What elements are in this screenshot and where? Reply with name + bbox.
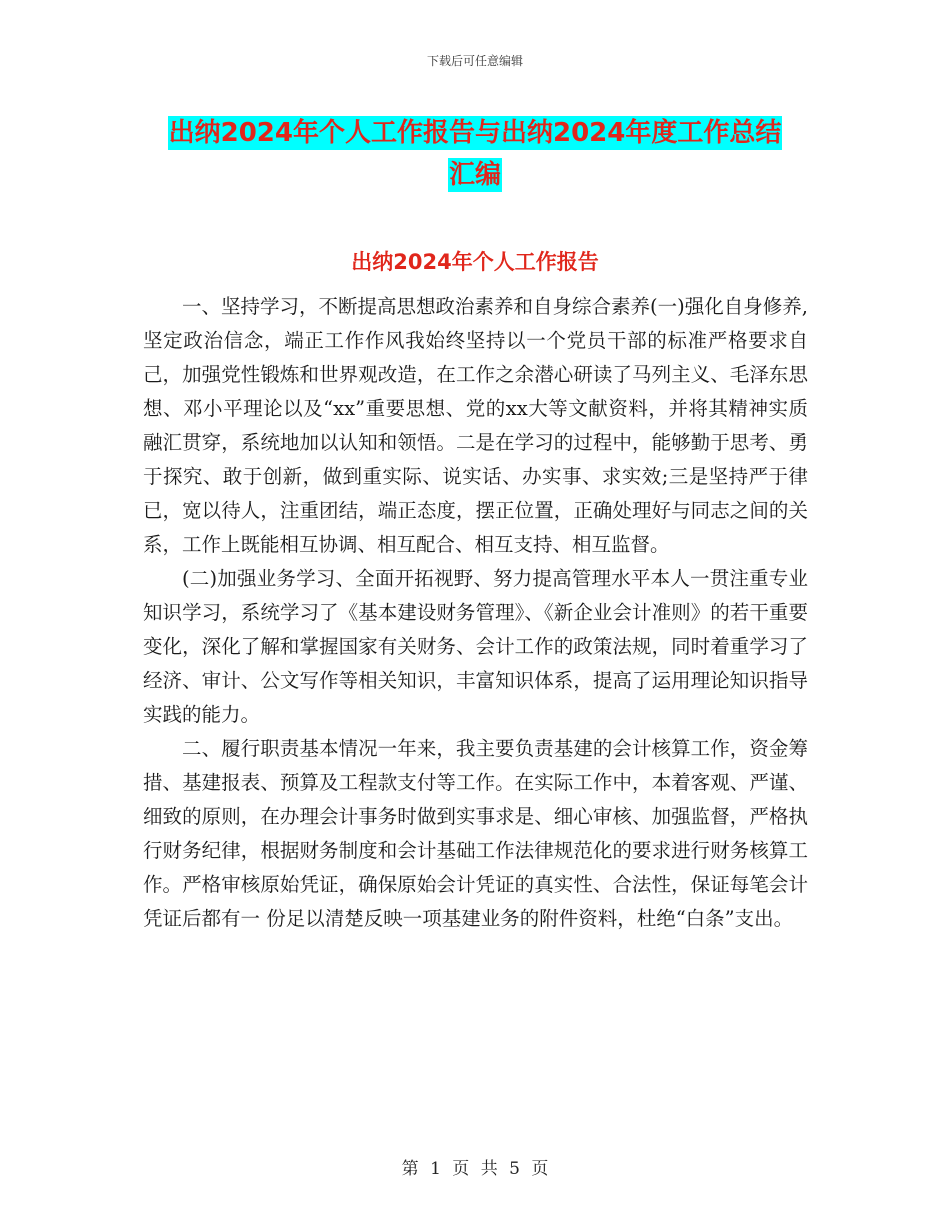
- paragraph-1: 一、坚持学习，不断提高思想政治素养和自身综合素养(一)强化自身修养,坚定政治信念，端正工作作风我始终坚持以一个党员干部的标准严格要求自己，加强党性锻炼和世界观改造，在工作之余潜心研读了马列主义、毛泽东思想、邓小平理论以及“xx”重要思想、党的xx大等文献资料，并将其精神实质融汇贯穿，系统地加以认知和领悟。二是在学习的过程中，能够勤于思考、勇于探究、敢于创新，做到重实际、说实话、办实事、求实效;三是坚持严于律已，宽以待人，注重团结，端正态度，摆正位置，正确处理好与同志之间的关系，工作上既能相互协调、相互配合、相互支持、相互监督。: [143, 295, 808, 556]
- paragraph-3: 二、履行职责基本情况一年来，我主要负责基建的会计核算工作，资金筹措、基建报表、预算及工程款支付等工作。在实际工作中，本着客观、严谨、细致的原则，在办理会计事务时做到实事求是、细心审核、加强监督，严格执行财务纪律，根据财务制度和会计基础工作法律规范化的要求进行财务核算工作。严格审核原始凭证，确保原始会计凭证的真实性、合法性，保证每笔会计凭证后都有一 份足以清楚反映一项基建业务的附件资料，杜绝“白条”支出。: [143, 737, 808, 930]
- document-title: [140, 112, 810, 196]
- section-title: 出纳2024年个人工作报告: [351, 250, 599, 274]
- body-text: [143, 290, 808, 936]
- paragraph-2: (二)加强业务学习、全面开拓视野、努力提高管理水平本人一贯注重专业知识学习，系统学习了《基本建设财务管理》、《新企业会计准则》的若干重要变化，深化了解和掌握国家有关财务、会计工作的政策法规，同时着重学习了经济、审计、公文写作等相关知识，丰富知识体系，提高了运用理论知识指导实践的能力。: [143, 567, 808, 726]
- page-header-note: 下载后可任意编辑: [426, 54, 523, 68]
- page-number-footer: 第 1 页 共 5 页: [401, 1159, 549, 1179]
- document-title-line-2: 汇编: [448, 160, 501, 190]
- document-title-line-1: 出纳2024年个人工作报告与出纳2024年度工作总结: [168, 118, 782, 148]
